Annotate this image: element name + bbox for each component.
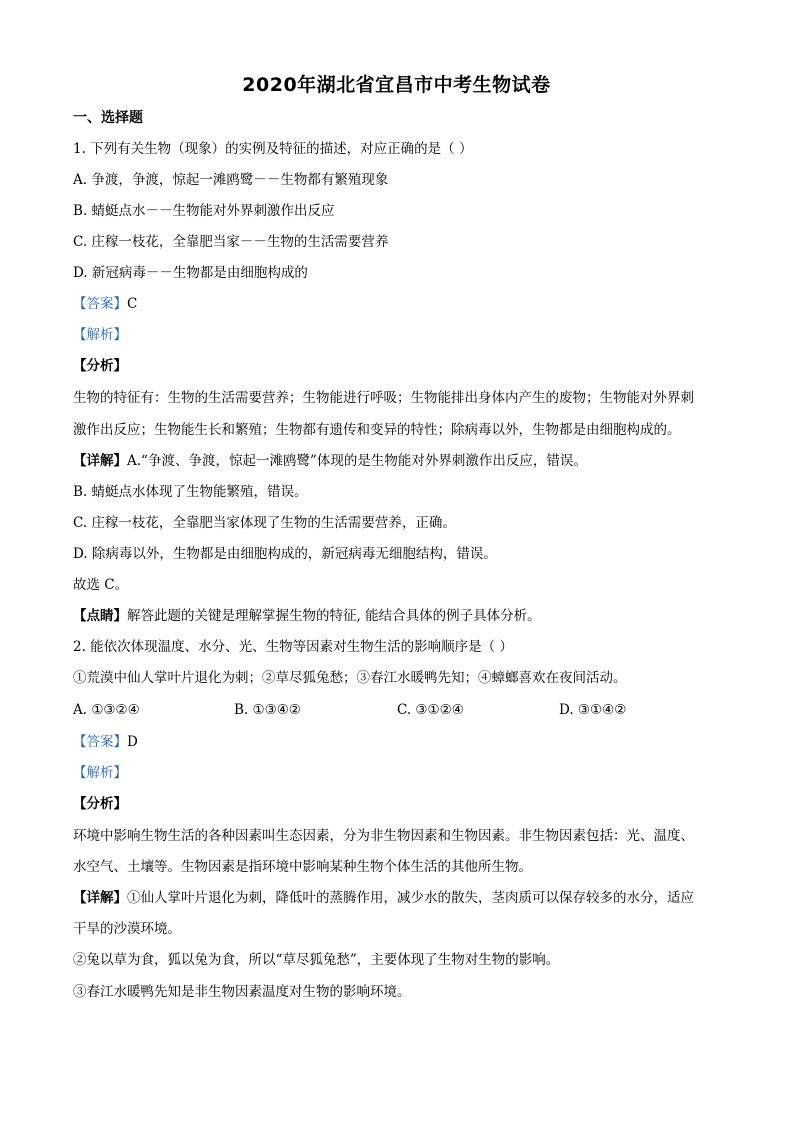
q1-option-a: A. 争渡，争渡，惊起一滩鸥鹭－－生物都有繁殖现象 xyxy=(73,172,389,188)
q1-detail-line-1 xyxy=(73,451,723,471)
q1-option-b: B. 蜻蜓点水－－生物能对外界刺激作出反应 xyxy=(73,203,335,219)
q2-answer-value: D xyxy=(127,734,138,750)
q2-detail-line-3: ②兔以草为食，狐以兔为食，所以“草尽狐兔愁”，主要体现了生物对生物的影响。 xyxy=(73,952,560,968)
q2-answer xyxy=(73,732,723,752)
q1-fenxi-tag: 【分析】 xyxy=(73,358,127,374)
q1-option-c: C. 庄稼一枝花，全靠肥当家－－生物的生活需要营养 xyxy=(73,234,389,250)
q1-stem: 1. 下列有关生物（现象）的实例及特征的描述，对应正确的是（ ） xyxy=(73,141,473,157)
q2-detail-text-1: ①仙人掌叶片退化为刺，降低叶的蒸腾作用，减少水的散失，茎肉质可以保存较多的水分，适应 xyxy=(127,890,694,906)
q1-option-d: D. 新冠病毒－－生物都是由细胞构成的 xyxy=(73,265,308,281)
q2-detail-line-4: ③春江水暖鸭先知是非生物因素温度对生物的影响环境。 xyxy=(73,984,411,1000)
section-heading: 一、选择题 xyxy=(73,110,143,126)
q1-detail-text-1: A.“争渡、争渡，惊起一滩鸥鹭”体现的是生物能对外界刺激作出反应，错误。 xyxy=(127,453,587,469)
q2-detail-line-1 xyxy=(73,888,723,908)
q2-analysis-tag: 【解析】 xyxy=(73,765,127,781)
q2-detail-tag: 【详解】 xyxy=(73,890,127,906)
q2-option-b: B. ①③④② xyxy=(234,702,301,718)
q2-option-c: C. ③①②④ xyxy=(397,702,464,718)
q2-fenxi-line-1: 环境中影响生物生活的各种因素叫生态因素，分为非生物因素和生物因素。非生物因素包括：光、温度、 xyxy=(73,828,694,844)
q2-sub: ①荒漠中仙人掌叶片退化为刺；②草尽狐兔愁；③春江水暖鸭先知；④蟑螂喜欢在夜间活动。 xyxy=(73,670,627,686)
q2-option-d: D. ③①④② xyxy=(559,702,627,718)
q1-detail-line-2: B. 蜻蜓点水体现了生物能繁殖，错误。 xyxy=(73,484,308,500)
q2-answer-tag: 【答案】 xyxy=(73,734,127,750)
q2-fenxi-line-2: 水空气、土壤等。生物因素是指环境中影响某种生物个体生活的其他所生物。 xyxy=(73,859,532,875)
q1-detail-tag: 【详解】 xyxy=(73,453,127,469)
q2-option-a: A. ①③②④ xyxy=(73,702,140,718)
q1-detail-line-4: D. 除病毒以外，生物都是由细胞构成的，新冠病毒无细胞结构，错误。 xyxy=(73,546,497,562)
q1-detail-line-5: 故选 C。 xyxy=(73,577,129,593)
q1-comment-text: 解答此题的关键是理解掌握生物的特征, 能结合具体的例子具体分析。 xyxy=(127,608,541,624)
q1-answer-value: C xyxy=(127,296,138,312)
q1-detail-line-3: C. 庄稼一枝花，全靠肥当家体现了生物的生活需要营养，正确。 xyxy=(73,515,456,531)
q2-detail-line-2: 干旱的沙漠环境。 xyxy=(73,921,181,937)
page-title: 2020年湖北省宜昌市中考生物试卷 xyxy=(242,74,551,96)
q1-answer-tag: 【答案】 xyxy=(73,296,127,312)
q1-fenxi-line-2: 激作出反应；生物能生长和繁殖；生物都有遗传和变异的特性；除病毒以外，生物都是由细胞构成的。 xyxy=(73,422,681,438)
q1-comment xyxy=(73,606,723,626)
q1-analysis-tag: 【解析】 xyxy=(73,327,127,343)
q1-answer xyxy=(73,294,723,314)
q1-fenxi-line-1: 生物的特征有：生物的生活需要营养；生物能进行呼吸；生物能排出身体内产生的废物；生物能对外界刺 xyxy=(73,390,694,406)
q2-fenxi-tag: 【分析】 xyxy=(73,796,127,812)
q1-comment-tag: 【点睛】 xyxy=(73,608,127,624)
q2-stem: 2. 能依次体现温度、水分、光、生物等因素对生物生活的影响顺序是（ ） xyxy=(73,639,513,655)
